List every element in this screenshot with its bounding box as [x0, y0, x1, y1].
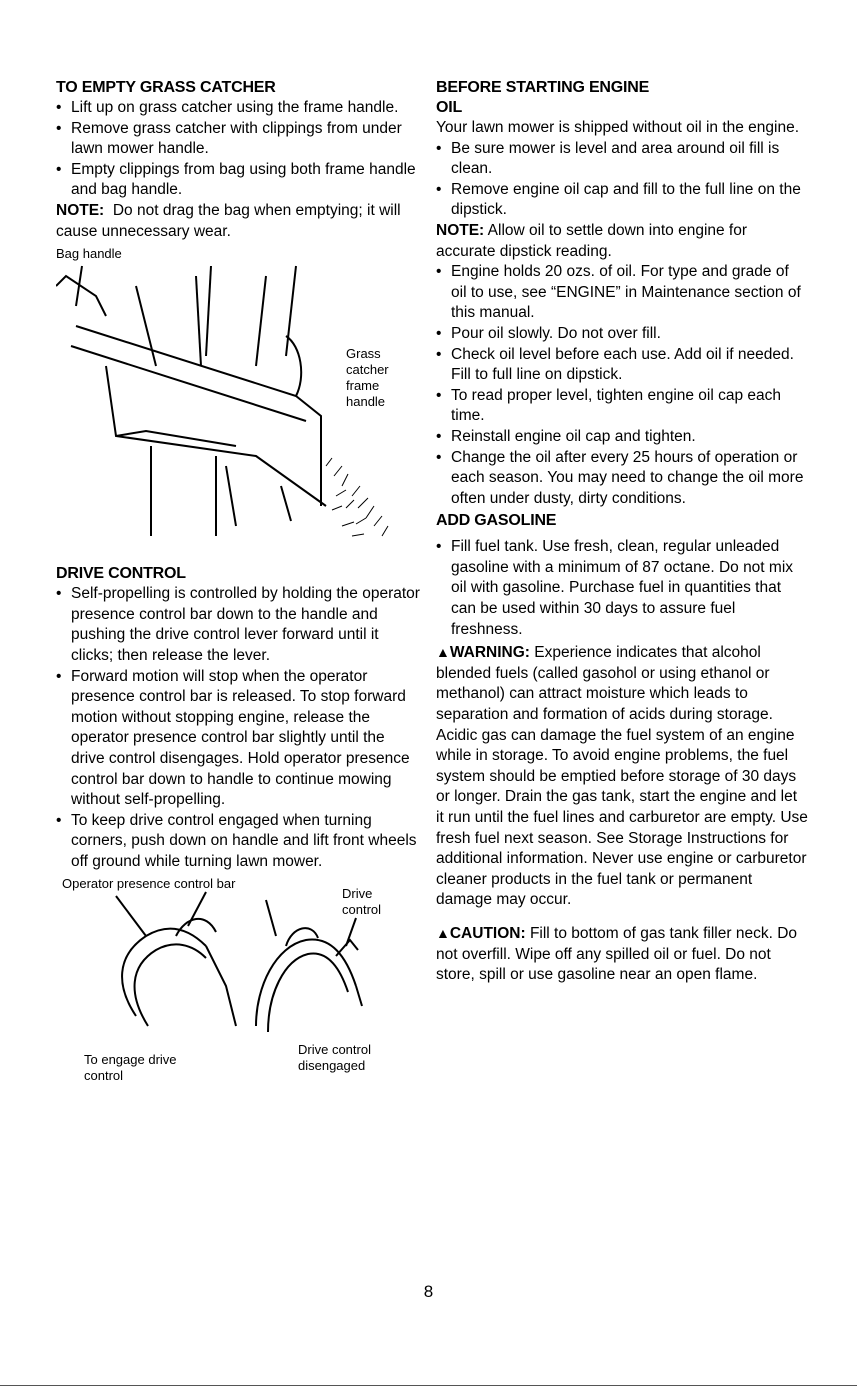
- empty-catcher-list: [56, 98, 420, 201]
- caution-paragraph: [436, 923, 808, 986]
- left-column: [56, 78, 420, 1112]
- drive-control-list: [56, 584, 420, 872]
- bag-handle-label: Bag handle: [56, 246, 122, 262]
- caution-label: CAUTION:: [449, 924, 526, 942]
- grass-catcher-illustration: [56, 246, 420, 564]
- list-item: • Check oil level before each use. Add oil if needed. Fill to full line on dipstick.: [436, 345, 808, 386]
- list-item: • Reinstall engine oil cap and tighten.: [436, 427, 808, 448]
- frame-handle-label-4: handle: [346, 394, 386, 410]
- before-starting-heading: BEFORE STARTING ENGINE: [436, 79, 650, 96]
- frame-handle-label-3: frame: [346, 378, 380, 394]
- oil-list-b: [436, 262, 808, 509]
- list-item: • Empty clippings from bag using both frame handle and bag handle.: [56, 160, 420, 201]
- note-text: Do not drag the bag when emptying; it will cause unnecessary wear.: [56, 201, 401, 240]
- bottom-rule: [0, 1385, 857, 1386]
- oil-heading: OIL: [436, 99, 463, 116]
- frame-handle-label-2: catcher: [346, 362, 389, 378]
- drive-disengaged-label-2: disengaged: [298, 1058, 366, 1074]
- list-item: • Change the oil after every 25 hours of operation or each season. You may need to change the oil more often under dusty, dirty conditions.: [436, 448, 808, 510]
- warning-text: Experience indicates that alcohol blended fuels (called gasohol or using ethanol or methanol) can attract moisture which leads to separation and formation of acids during storage. Acidic gas can damage the fuel system of an engine while in storage. To avoid engine problems, the fuel system should be emptied before storage of 30 days or longer. Drain the gas tank, start the engine and let it run until the fuel lines and carburetor are empty. Use fresh fuel next season. See Storage Instructions for additional information. Never use engine or carburetor cleaner products in the fuel tank or permanent damage may occur.: [436, 644, 808, 909]
- frame-handle-label-1: Grass: [346, 346, 381, 362]
- drive-control-label-1: Drive: [342, 886, 373, 902]
- oil-list-a: [436, 139, 808, 221]
- list-item: • To read proper level, tighten engine oil cap each time.: [436, 386, 808, 427]
- drive-control-heading: DRIVE CONTROL: [56, 565, 186, 583]
- list-item: • To keep drive control engaged when turning corners, push down on handle and lift front wheels off ground while turning lawn mower.: [56, 811, 420, 873]
- list-item: • Engine holds 20 ozs. of oil. For type and grade of oil to use, see “ENGINE” in Maintenance section of this manual.: [436, 262, 808, 324]
- list-item: • Pour oil slowly. Do not over fill.: [436, 324, 808, 345]
- engage-drive-label-1: To engage drive: [84, 1052, 177, 1068]
- oil-note: [436, 221, 808, 262]
- page-number: 8: [423, 1282, 434, 1301]
- gasoline-list: [436, 537, 808, 640]
- add-gasoline-heading: ADD GASOLINE: [436, 512, 557, 530]
- drive-control-label-2: control: [342, 902, 382, 918]
- list-item: • Lift up on grass catcher using the frame handle.: [56, 98, 420, 119]
- empty-catcher-heading: TO EMPTY GRASS CATCHER: [56, 79, 276, 96]
- caution-text: Fill to bottom of gas tank filler neck. Do not overfill. Wipe off any spilled oil or fuel. Do not store, spill or use gasoline near an open flame.: [436, 924, 798, 984]
- grass-catcher-figure: [56, 246, 420, 564]
- list-item: • Remove grass catcher with clippings from under lawn mower handle.: [56, 119, 420, 160]
- warning-triangle-icon: ▲: [436, 644, 450, 661]
- oil-intro-text: Your lawn mower is shipped without oil in the engine.: [436, 119, 800, 136]
- engage-drive-label-2: control: [84, 1068, 124, 1084]
- list-item: • Remove engine oil cap and fill to the full line on the dipstick.: [436, 180, 808, 221]
- list-item: • Be sure mower is level and area around oil fill is clean.: [436, 139, 808, 180]
- drive-disengaged-label-1: Drive control: [298, 1042, 371, 1058]
- list-item: • Forward motion will stop when the operator presence control bar is released. To stop forward motion without stopping engine, release the operator presence control bar slightly until the drive control disengages. Hold operator presence control bar down to handle to continue mowing without self-propelling.: [56, 667, 420, 811]
- warning-label: WARNING:: [449, 644, 530, 662]
- note-text: Allow oil to settle down into engine for accurate dipstick reading.: [436, 221, 748, 260]
- drive-control-illustration: [56, 876, 420, 1046]
- oil-intro: [436, 118, 808, 139]
- empty-catcher-note: [56, 201, 420, 242]
- drive-control-figure: [56, 876, 420, 1112]
- operator-presence-bar-label: Operator presence control bar: [62, 876, 236, 892]
- note-label: NOTE:: [436, 221, 485, 239]
- list-item: • Self-propelling is controlled by holding the operator presence control bar down to the handle and pushing the drive control lever forward until it clicks; then release the lever.: [56, 584, 420, 666]
- list-item: • Fill fuel tank. Use fresh, clean, regular unleaded gasoline with a minimum of 87 octane. Do not mix oil with gasoline. Purchase fuel in quantities that can be used within 30 days to assure fuel freshness.: [436, 537, 808, 640]
- note-label: NOTE:: [56, 201, 105, 219]
- warning-paragraph: [436, 642, 808, 911]
- caution-triangle-icon: ▲: [436, 924, 450, 941]
- right-column: [436, 78, 808, 986]
